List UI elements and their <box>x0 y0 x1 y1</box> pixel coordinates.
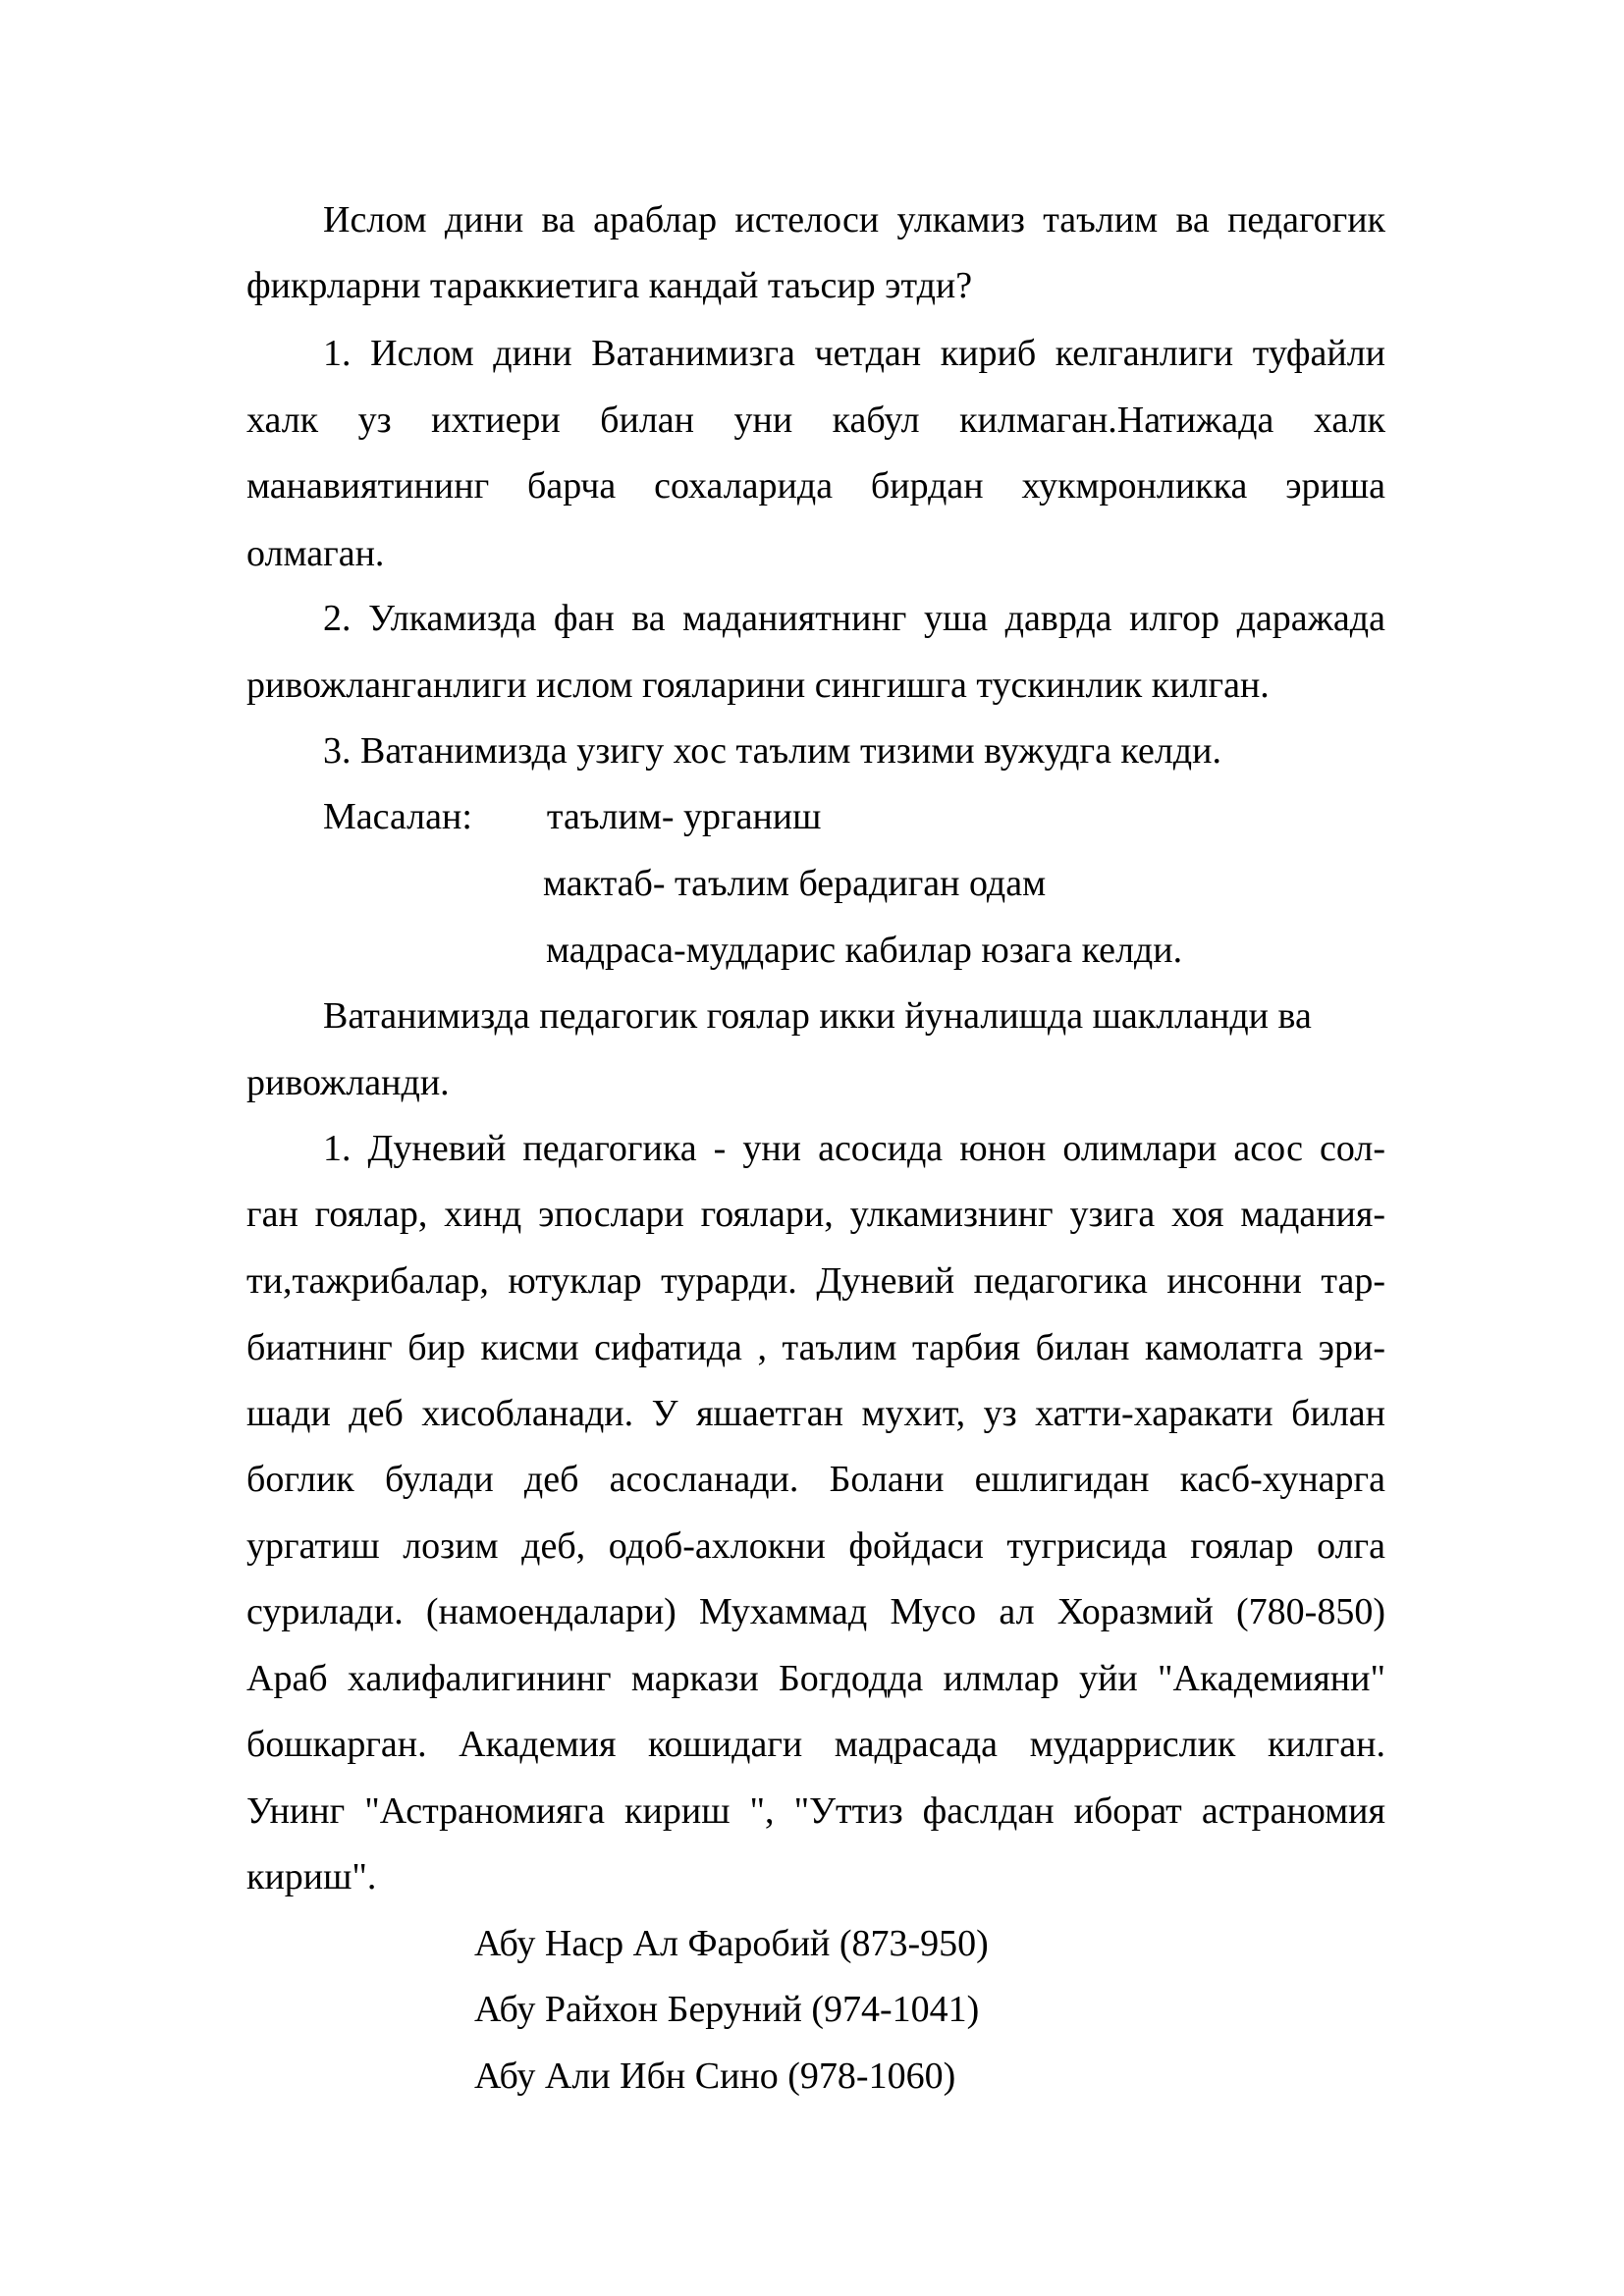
text-line <box>246 594 1385 643</box>
text-line <box>246 1124 1385 1173</box>
line-text: 2. Улкамизда фан ва маданиятнинг уша даврда илгор даражада <box>323 598 1385 639</box>
line-text: ривожланганлиги ислом гояларини сингишга тускинлик килган. <box>246 665 1270 706</box>
line-text: мадраса-муддарис кабилар юзага келди. <box>546 930 1183 971</box>
text-line <box>246 1919 1385 1968</box>
text-line <box>246 859 1385 908</box>
text-line <box>246 1323 1385 1372</box>
line-text: боглик булади деб асосланади. Болани ешлигидан касб-хунарга <box>246 1459 1385 1500</box>
line-text: ургатиш лозим деб, одоб-ахлокни фойдаси тугрисида гоялар олга <box>246 1525 1385 1567</box>
line-text: Араб халифалигининг маркази Богдодда илмлар уйи "Академияни" <box>246 1658 1385 1699</box>
text-line <box>246 792 1385 841</box>
line-text: фикрларни тараккиетига кандай таъсир этди? <box>246 265 973 306</box>
text-line <box>246 1654 1385 1703</box>
line-text: биатнинг бир кисми сифатида , таълим тарбия билан камолатга эри- <box>246 1327 1385 1368</box>
line-text: манавиятининг барча сохаларида бирдан хукмронликка эриша <box>246 465 1385 507</box>
line-text: 1. Ислом дини Ватанимизга четдан кириб келганлиги туфайли <box>323 333 1385 374</box>
line-text: 3. Ватанимизда узигу хос таълим тизими вужудга келди. <box>323 730 1221 772</box>
example-term: таълим- урганиш <box>546 796 822 837</box>
text-line <box>246 991 1385 1041</box>
line-text: кириш". <box>246 1856 377 1897</box>
scholar-line: Абу Наср Ал Фаробий (873-950) <box>474 1923 989 1964</box>
example-label: Масалан: <box>323 796 472 837</box>
text-line <box>246 261 1385 310</box>
scholar-line: Абу Райхон Беруний (974-1041) <box>474 1989 980 2030</box>
text-line <box>246 1587 1385 1636</box>
text-line <box>246 1256 1385 1306</box>
text-line <box>246 926 1385 975</box>
line-text: ган гоялар, хинд эпослари гоялари, улкамизнинг узига хоя мадания- <box>246 1194 1385 1235</box>
line-text: Унинг "Астраномияга кириш ", "Уттиз фаслдан иборат астраномия <box>246 1790 1385 1832</box>
text-line <box>246 396 1385 445</box>
text-line <box>246 1985 1385 2034</box>
line-text: мактаб- таълим берадиган одам <box>543 863 1047 904</box>
line-text: ти,тажрибалар, ютуклар турарди. Дуневий педагогика инсонни тар- <box>246 1260 1385 1302</box>
line-text: 1. Дуневий педагогика - уни асосида юнон олимлари асос сол- <box>323 1128 1385 1169</box>
text-line <box>246 329 1385 378</box>
text-line <box>246 1190 1385 1239</box>
text-line <box>246 195 1385 244</box>
line-text: шади деб хисобланади. У яшаетган мухит, уз хатти-харакати билан <box>246 1393 1385 1434</box>
text-line <box>246 461 1385 510</box>
text-line <box>246 661 1385 710</box>
line-text: Ватанимизда педагогик гоялар икки йуналишда шаклланди ва <box>323 995 1312 1037</box>
line-text: бошкарган. Академия кошидаги мадрасада мударрислик килган. <box>246 1724 1385 1765</box>
line-text: ривожланди. <box>246 1062 450 1103</box>
text-line <box>246 1389 1385 1438</box>
line-text: сурилади. (намоендалари) Мухаммад Мусо ал Хоразмий (780-850) <box>246 1591 1385 1632</box>
scholar-line: Абу Али Ибн Сино (978-1060) <box>474 2056 956 2097</box>
text-line <box>246 1720 1385 1769</box>
text-line <box>246 1058 1385 1107</box>
text-line <box>246 726 1385 775</box>
text-line <box>246 1455 1385 1504</box>
line-text: Ислом дини ва араблар истелоси улкамиз таълим ва педагогик <box>323 199 1385 240</box>
text-line <box>246 2052 1385 2101</box>
line-text: халк уз ихтиери билан уни кабул килмаган.Натижада халк <box>246 400 1385 441</box>
text-line <box>246 529 1385 578</box>
text-line <box>246 1852 1385 1901</box>
text-line <box>246 1522 1385 1571</box>
line-text: олмаган. <box>246 533 385 574</box>
text-line <box>246 1787 1385 1836</box>
